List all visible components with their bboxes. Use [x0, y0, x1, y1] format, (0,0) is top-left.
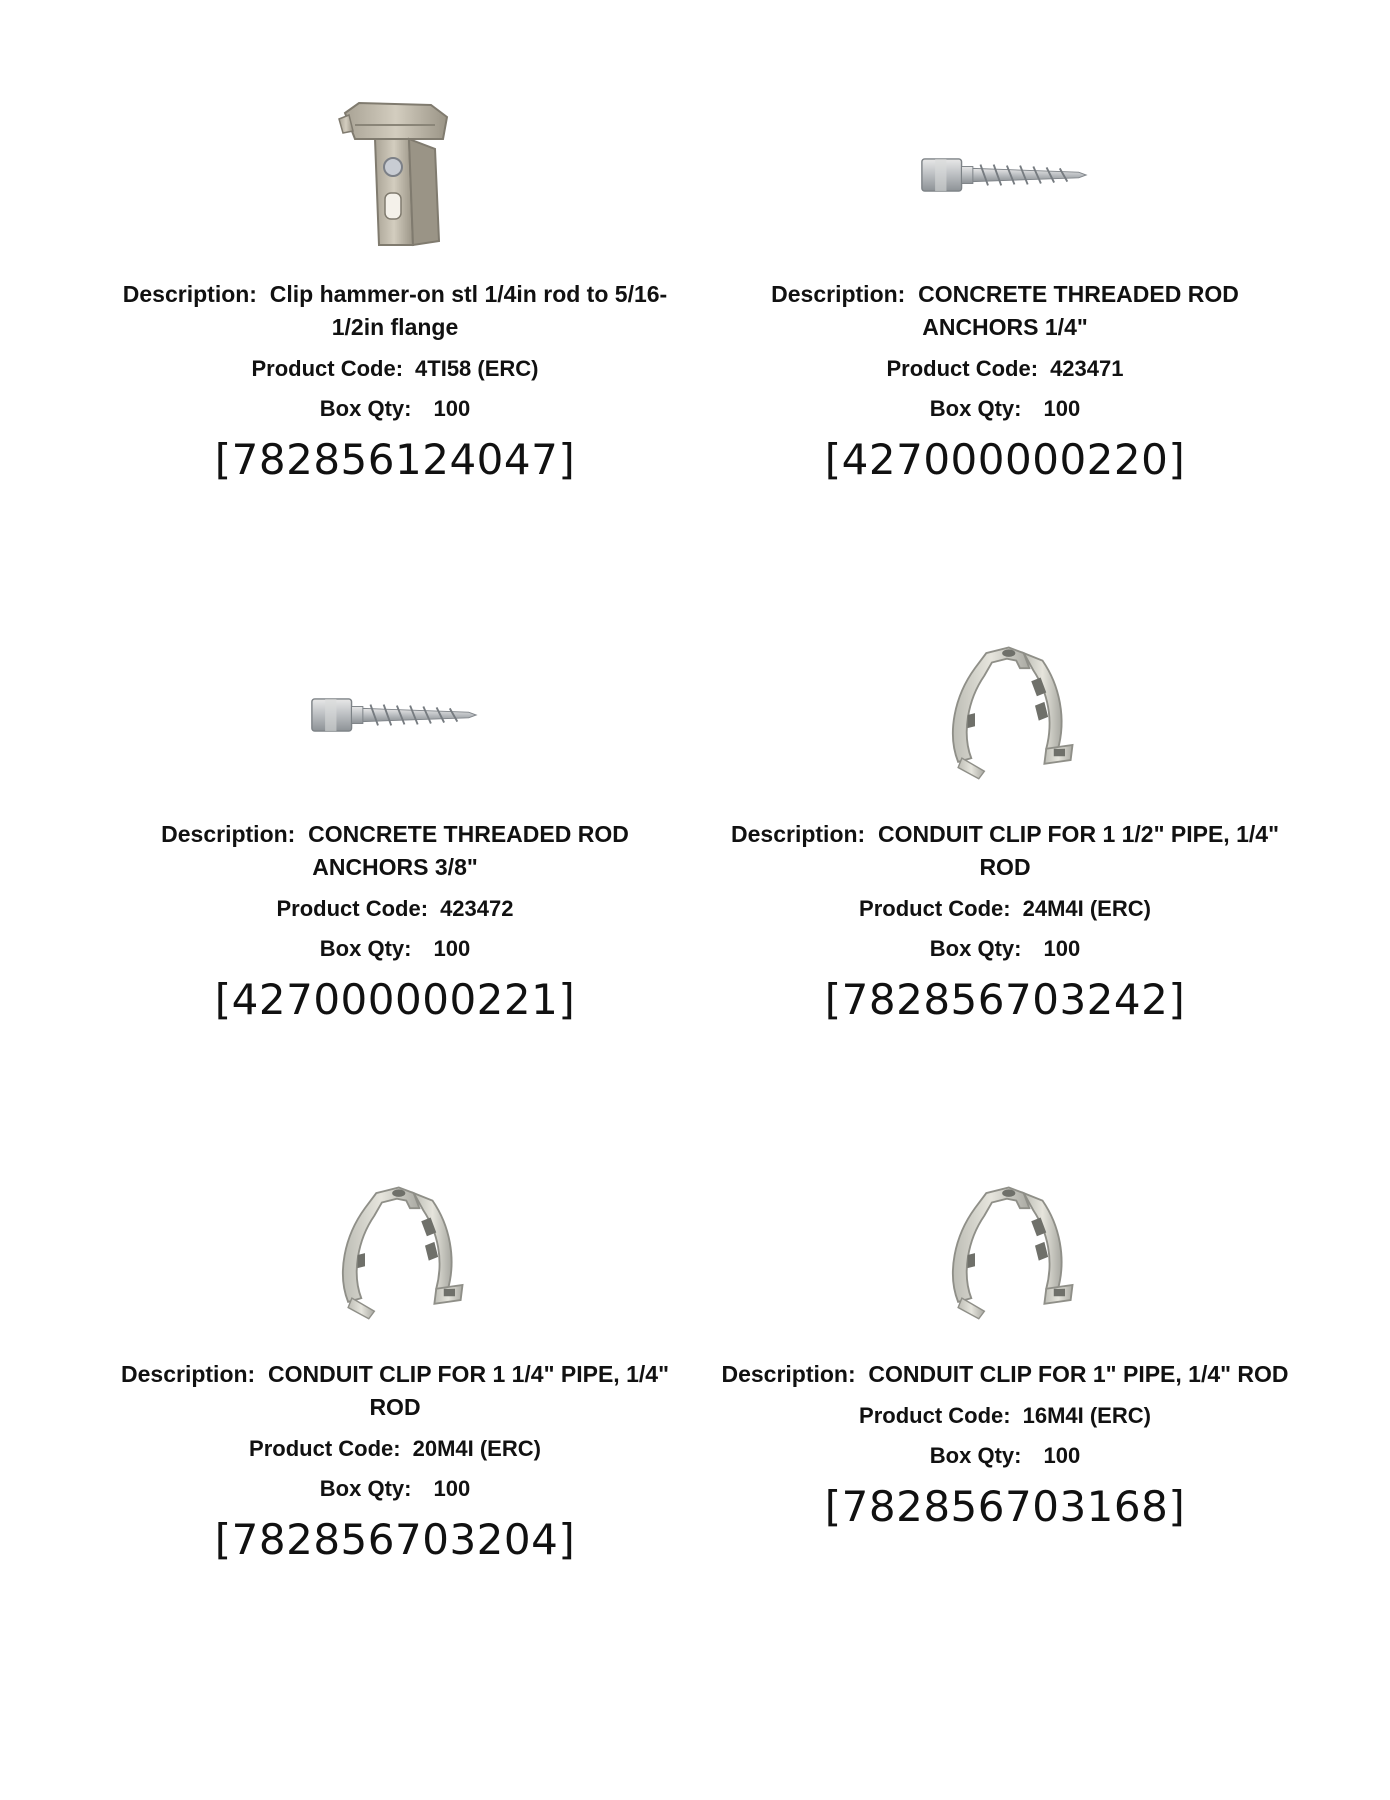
- box-qty-value: 100: [433, 936, 471, 961]
- product-code-label: Product Code:: [859, 896, 1011, 921]
- product-code-value: 20M4I (ERC): [412, 1436, 541, 1461]
- box-qty-row: [100, 1474, 690, 1504]
- barcode-number: [427000000220]: [824, 435, 1186, 484]
- box-qty-row: [710, 394, 1300, 424]
- product-code-row: [100, 894, 690, 924]
- product-description: [710, 278, 1300, 344]
- box-qty-row: [710, 1441, 1300, 1471]
- product-code-label: Product Code:: [276, 896, 429, 921]
- box-qty-value: 100: [433, 396, 471, 421]
- description-label: Description:: [731, 821, 866, 847]
- box-qty-value: 100: [1043, 1443, 1081, 1468]
- description-label: Description:: [122, 281, 257, 307]
- product-code-value: 423471: [1050, 356, 1124, 381]
- product-code-value: 423472: [440, 896, 514, 921]
- threaded-rod-anchor-icon: [920, 151, 1090, 199]
- box-qty-label: Box Qty:: [319, 396, 412, 421]
- description-label: Description:: [121, 1361, 256, 1387]
- product-description: [100, 278, 690, 344]
- conduit-clip-icon: [930, 640, 1080, 790]
- product-card: [710, 620, 1300, 1026]
- product-card: [100, 620, 690, 1026]
- barcode-number: [782856124047]: [214, 435, 576, 484]
- product-code-value: 16M4I (ERC): [1022, 1403, 1151, 1428]
- box-qty-value: 100: [433, 1476, 471, 1501]
- barcode-number: [427000000221]: [214, 975, 576, 1024]
- product-image: [100, 620, 690, 810]
- box-qty-row: [100, 394, 690, 424]
- threaded-rod-anchor-icon: [310, 691, 480, 739]
- barcode-number: [782856703242]: [824, 975, 1186, 1024]
- product-grid: [100, 0, 1300, 1800]
- box-qty-label: Box Qty:: [929, 1443, 1022, 1468]
- product-card: [710, 1160, 1300, 1533]
- product-image: [710, 620, 1300, 810]
- box-qty-label: Box Qty:: [929, 396, 1022, 421]
- product-code-row: [100, 354, 690, 384]
- product-code-value: 4TI58 (ERC): [415, 356, 539, 381]
- hammer-on-clip-icon: [335, 95, 455, 255]
- description-value: CONDUIT CLIP FOR 1" PIPE, 1/4" ROD: [868, 1361, 1289, 1387]
- product-image: [710, 80, 1300, 270]
- box-qty-value: 100: [1043, 396, 1081, 421]
- product-image: [100, 80, 690, 270]
- product-description: [710, 818, 1300, 884]
- product-code-row: [710, 894, 1300, 924]
- barcode-number: [782856703204]: [214, 1515, 576, 1564]
- product-description: [710, 1358, 1300, 1391]
- box-qty-label: Box Qty:: [929, 936, 1022, 961]
- box-qty-row: [710, 934, 1300, 964]
- description-value: CONCRETE THREADED ROD ANCHORS 3/8": [308, 821, 629, 880]
- product-card: [710, 80, 1300, 486]
- description-value: CONDUIT CLIP FOR 1 1/4" PIPE, 1/4" ROD: [267, 1361, 669, 1420]
- product-image: [710, 1160, 1300, 1350]
- description-label: Description:: [721, 1361, 856, 1387]
- product-code-label: Product Code:: [886, 356, 1039, 381]
- description-value: CONDUIT CLIP FOR 1 1/2" PIPE, 1/4" ROD: [877, 821, 1279, 880]
- description-value: CONCRETE THREADED ROD ANCHORS 1/4": [918, 281, 1239, 340]
- product-card: [100, 80, 690, 486]
- description-value: Clip hammer-on stl 1/4in rod to 5/16-1/2in flange: [269, 281, 668, 340]
- box-qty-value: 100: [1043, 936, 1081, 961]
- product-card: [100, 1160, 690, 1566]
- product-image: [100, 1160, 690, 1350]
- description-label: Description:: [771, 281, 906, 307]
- description-label: Description:: [161, 821, 296, 847]
- box-qty-row: [100, 934, 690, 964]
- product-description: [100, 818, 690, 884]
- product-code-row: [710, 1401, 1300, 1431]
- product-code-value: 24M4I (ERC): [1022, 896, 1151, 921]
- product-description: [100, 1358, 690, 1424]
- product-code-row: [710, 354, 1300, 384]
- product-code-label: Product Code:: [859, 1403, 1011, 1428]
- box-qty-label: Box Qty:: [319, 1476, 412, 1501]
- conduit-clip-icon: [930, 1180, 1080, 1330]
- box-qty-label: Box Qty:: [319, 936, 412, 961]
- barcode-number: [782856703168]: [824, 1482, 1186, 1531]
- product-code-row: [100, 1434, 690, 1464]
- conduit-clip-icon: [320, 1180, 470, 1330]
- product-code-label: Product Code:: [251, 356, 404, 381]
- product-code-label: Product Code:: [249, 1436, 401, 1461]
